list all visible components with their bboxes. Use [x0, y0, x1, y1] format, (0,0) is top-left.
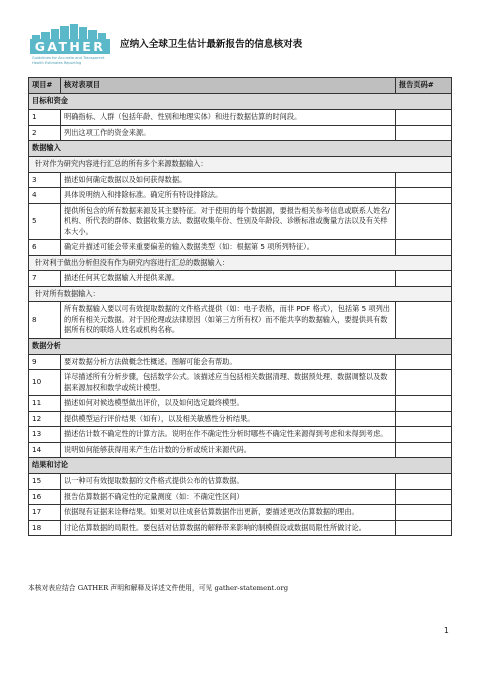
- report-page-cell[interactable]: [396, 427, 452, 443]
- table-row: [29, 271, 452, 287]
- footer-note: 本核对表应结合 GATHER 声明和解释及详述文件使用，可见 gather-statement.org: [28, 584, 289, 592]
- section-title: 目标和资金: [29, 94, 452, 110]
- table-row: [29, 411, 452, 427]
- subsection-note: 针对所有数据输入：: [29, 286, 452, 302]
- subsection-note: 针对利于做出分析但没有作为研究内容进行汇总的数据输入：: [29, 255, 452, 271]
- item-description: 讨论估算数据的局限性。要包括对估算数据的解释带来影响的制模假设或数据局限性所做讨论。: [61, 520, 396, 536]
- table-row: [29, 172, 452, 188]
- section-title: 数据输入: [29, 141, 452, 157]
- table-row: [29, 203, 452, 240]
- item-description: 描述如何对候选模型做出评价，以及如何选定最终模型。: [61, 396, 396, 412]
- report-page-cell[interactable]: [396, 411, 452, 427]
- header-checklist-item: 核对表项目: [61, 78, 396, 94]
- item-number: 13: [29, 427, 61, 443]
- item-number: 17: [29, 505, 61, 521]
- section-row: [29, 94, 452, 110]
- section-title: 数据分析: [29, 338, 452, 354]
- item-number: 15: [29, 474, 61, 490]
- item-description: 说明如何能够获得用来产生估计数的分析或统计来源代码。: [61, 442, 396, 458]
- logo-tagline: Guidelines for Accurate and Transparent Health Estimates Reporting: [32, 56, 105, 65]
- table-row: [29, 110, 452, 126]
- item-description: 要对数据分析方法做概念性概述。图解可能会有帮助。: [61, 354, 396, 370]
- item-number: 3: [29, 172, 61, 188]
- subsection-note-row: [29, 255, 452, 271]
- table-row: [29, 188, 452, 204]
- report-page-cell[interactable]: [396, 474, 452, 490]
- item-number: 2: [29, 125, 61, 141]
- table-row: [29, 520, 452, 536]
- page-number: 1: [444, 626, 449, 635]
- gather-logo: [28, 24, 110, 72]
- table-row: [29, 489, 452, 505]
- subsection-note: 针对作为研究内容进行汇总的所有多个来源数据输入：: [29, 157, 452, 173]
- report-page-cell[interactable]: [396, 172, 452, 188]
- report-page-cell[interactable]: [396, 110, 452, 126]
- subsection-note-row: [29, 286, 452, 302]
- item-description: 依据现有证据来诠释结果。如果对以往成套估算数据作出更新，要描述更改估算数据的理由。: [61, 505, 396, 521]
- report-page-cell[interactable]: [396, 396, 452, 412]
- table-row: [29, 354, 452, 370]
- item-description: 描述任何其它数据输入并提供来源。: [61, 271, 396, 287]
- header-page-number: 报告页码#: [396, 78, 452, 94]
- item-description: 具体说明纳入和排除标准。确定所有特设排除法。: [61, 188, 396, 204]
- section-row: [29, 141, 452, 157]
- report-page-cell[interactable]: [396, 188, 452, 204]
- item-number: 11: [29, 396, 61, 412]
- item-description: 描述估计数不确定性的计算方法。说明在作不确定性分析时哪些不确定性来源得到考虑和未得到考虑。: [61, 427, 396, 443]
- subsection-note-row: [29, 157, 452, 173]
- page-title: 应纳入全球卫生估计最新报告的信息核对表: [120, 39, 303, 50]
- logo-word: GATHER: [30, 39, 110, 54]
- section-row: [29, 338, 452, 354]
- item-description: 所有数据输入要以可有效提取数据的文件格式提供（如：电子表格，而非 PDF 格式），包括第 5 项列出的所有相关元数据。对于因伦理或法律原因（如第三方所有权）而不能共享的数据输入，要提供具有数据所有权的联络人姓名或机构名称。: [61, 302, 396, 339]
- report-page-cell[interactable]: [396, 442, 452, 458]
- table-row: [29, 370, 452, 396]
- report-page-cell[interactable]: [396, 203, 452, 240]
- item-number: 4: [29, 188, 61, 204]
- report-page-cell[interactable]: [396, 505, 452, 521]
- table-row: [29, 240, 452, 256]
- table-row: [29, 125, 452, 141]
- table-row: [29, 442, 452, 458]
- item-description: 确定并描述可能会带来重要偏差的输入数据类型（如：根据第 5 项所列特征）。: [61, 240, 396, 256]
- item-description: 描述如何确定数据以及如何获得数据。: [61, 172, 396, 188]
- item-number: 5: [29, 203, 61, 240]
- item-number: 8: [29, 302, 61, 339]
- report-page-cell[interactable]: [396, 125, 452, 141]
- item-description: 详尽描述所有分析步骤，包括数学公式。该描述应当包括相关数据清理、数据预处理、数据调整以及数据来源加权和数学或统计模型。: [61, 370, 396, 396]
- item-description: 明确指标、人群（包括年龄、性别和地理实体）和进行数据估算的时间段。: [61, 110, 396, 126]
- item-description: 以一种可有效提取数据的文件格式提供公布的估算数据。: [61, 474, 396, 490]
- item-description: 报告估算数据不确定性的定量测度（如：不确定性区间）: [61, 489, 396, 505]
- item-description: 提供模型运行评价结果（如有），以及相关敏感性分析结果。: [61, 411, 396, 427]
- report-page-cell[interactable]: [396, 302, 452, 339]
- item-number: 6: [29, 240, 61, 256]
- item-number: 10: [29, 370, 61, 396]
- item-description: 提供所包含的所有数据来源及其主要特征。对于使用的每个数据源，要报告相关参考信息或联系人姓名/机构、所代表的群体、数据收集方法、数据收集年份、性别及年龄段、诊断标准或衡量方法以及有关样本大小。: [61, 203, 396, 240]
- item-number: 18: [29, 520, 61, 536]
- table-row: [29, 302, 452, 339]
- report-page-cell[interactable]: [396, 370, 452, 396]
- section-title: 结果和讨论: [29, 458, 452, 474]
- item-number: 7: [29, 271, 61, 287]
- item-number: 14: [29, 442, 61, 458]
- report-page-cell[interactable]: [396, 271, 452, 287]
- header-item-number: 项目#: [29, 78, 61, 94]
- checklist-table: [28, 77, 452, 536]
- report-page-cell[interactable]: [396, 240, 452, 256]
- section-row: [29, 458, 452, 474]
- report-page-cell[interactable]: [396, 520, 452, 536]
- table-row: [29, 427, 452, 443]
- table-row: [29, 396, 452, 412]
- item-description: 列出这项工作的资金来源。: [61, 125, 396, 141]
- item-number: 12: [29, 411, 61, 427]
- table-row: [29, 505, 452, 521]
- logo-bars-icon: [32, 24, 106, 40]
- report-page-cell[interactable]: [396, 354, 452, 370]
- item-number: 16: [29, 489, 61, 505]
- item-number: 9: [29, 354, 61, 370]
- report-page-cell[interactable]: [396, 489, 452, 505]
- item-number: 1: [29, 110, 61, 126]
- table-row: [29, 474, 452, 490]
- document-header: [28, 24, 452, 72]
- table-header-row: [29, 78, 452, 94]
